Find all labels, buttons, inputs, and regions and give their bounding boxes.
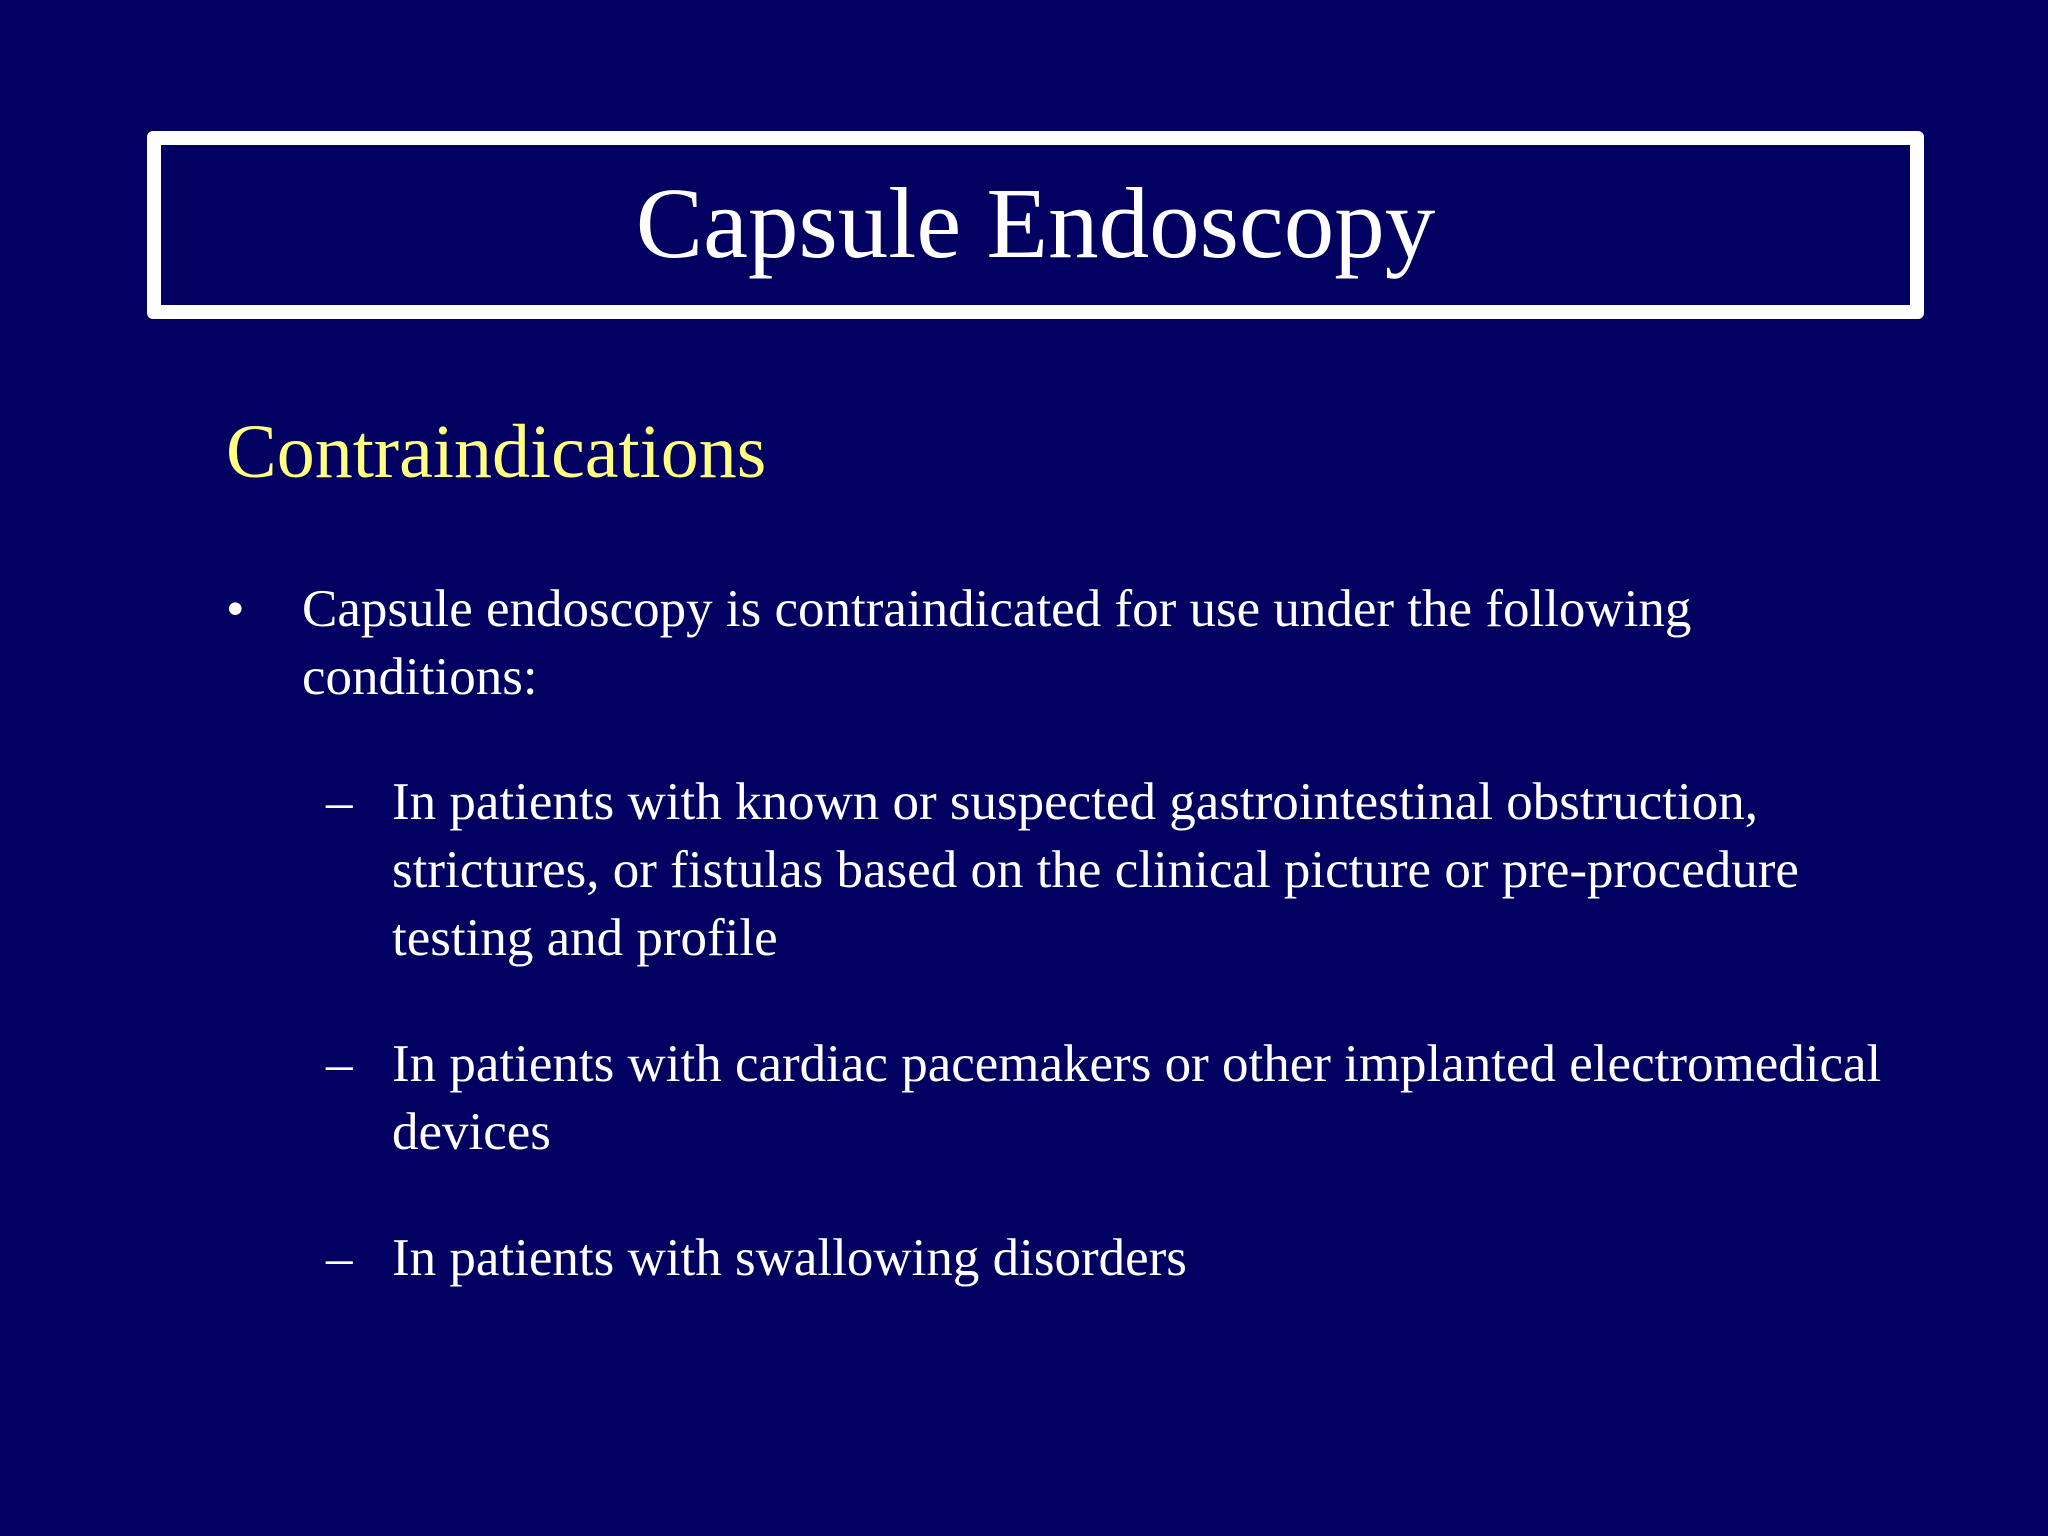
- sub-item-text: In patients with swallowing disorders: [392, 1229, 1187, 1287]
- title-box: [147, 131, 1924, 319]
- bullet-marker: •: [226, 580, 245, 638]
- sub-item-swallowing: [326, 1224, 1926, 1292]
- sub-item-text: In patients with known or suspected gastrointestinal obstruction, strictures, or fistulas based on the clinical picture or pre-procedure testing and profile: [392, 773, 1799, 967]
- sub-item-pacemakers: [326, 1030, 1926, 1166]
- dash-marker: –: [326, 1035, 353, 1093]
- dash-marker: –: [326, 1229, 353, 1287]
- dash-marker: –: [326, 773, 353, 831]
- bullet-text: Capsule endoscopy is contraindicated for use under the following conditions:: [302, 580, 1692, 706]
- slide-title: Capsule Endoscopy: [635, 166, 1436, 279]
- main-bullet: [226, 575, 1826, 711]
- section-heading: Contraindications: [226, 410, 767, 494]
- sub-item-obstruction: [326, 768, 1926, 972]
- sub-item-text: In patients with cardiac pacemakers or other implanted electromedical devices: [392, 1035, 1882, 1161]
